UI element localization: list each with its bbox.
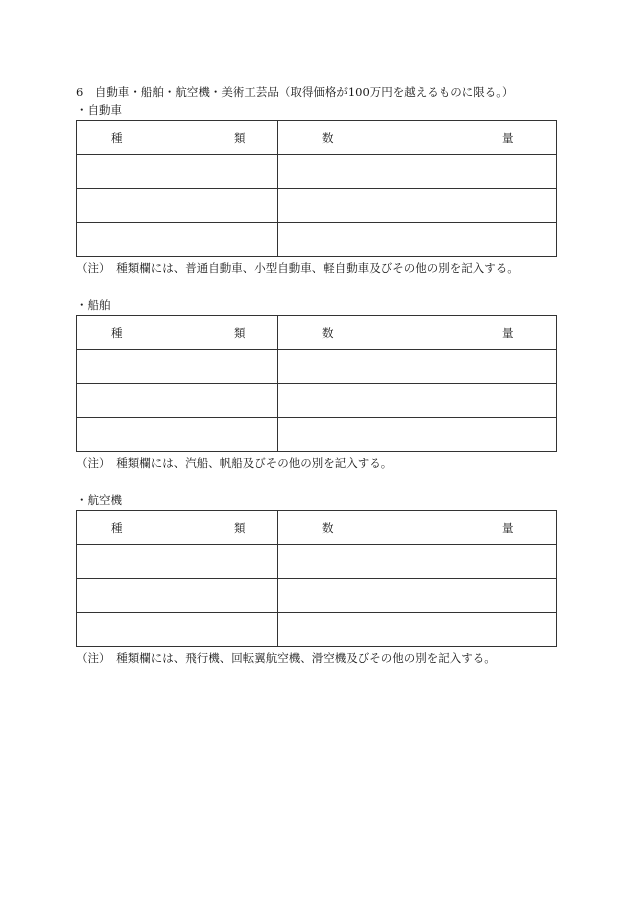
table-header-row — [77, 121, 557, 155]
kind-cell[interactable] — [77, 189, 278, 223]
kind-header — [77, 121, 278, 155]
ship-table — [76, 315, 557, 452]
quantity-header-left: 数 — [322, 325, 334, 340]
quantity-header-right: 量 — [502, 520, 514, 535]
table-row — [77, 613, 557, 647]
table-row — [77, 155, 557, 189]
table-row — [77, 350, 557, 384]
page-heading: 6 自動車・船舶・航空機・美術工芸品（取得価格が100万円を越えるものに限る。） — [76, 85, 514, 99]
quantity-header — [278, 511, 557, 545]
quantity-cell[interactable] — [278, 418, 557, 452]
section-label-ship: ・船舶 — [76, 298, 111, 312]
table-row — [77, 579, 557, 613]
quantity-header-left: 数 — [322, 520, 334, 535]
kind-cell[interactable] — [77, 223, 278, 257]
kind-header-right: 類 — [234, 325, 246, 340]
quantity-cell[interactable] — [278, 155, 557, 189]
quantity-cell[interactable] — [278, 613, 557, 647]
kind-header — [77, 511, 278, 545]
table-row — [77, 545, 557, 579]
quantity-header-right: 量 — [502, 130, 514, 145]
kind-cell[interactable] — [77, 418, 278, 452]
automobile-table — [76, 120, 557, 257]
kind-header — [77, 316, 278, 350]
table-header-row — [77, 511, 557, 545]
kind-header-left: 種 — [111, 325, 123, 340]
quantity-header — [278, 316, 557, 350]
aircraft-note: （注） 種類欄には、飛行機、回転翼航空機、滑空機及びその他の別を記入する。 — [76, 651, 496, 665]
ship-note: （注） 種類欄には、汽船、帆船及びその他の別を記入する。 — [76, 456, 393, 470]
table-row — [77, 418, 557, 452]
quantity-cell[interactable] — [278, 384, 557, 418]
section-label-aircraft: ・航空機 — [76, 493, 122, 507]
quantity-header-left: 数 — [322, 130, 334, 145]
quantity-cell[interactable] — [278, 545, 557, 579]
kind-header-right: 類 — [234, 130, 246, 145]
quantity-cell[interactable] — [278, 350, 557, 384]
kind-header-left: 種 — [111, 130, 123, 145]
kind-cell[interactable] — [77, 545, 278, 579]
section-label-automobile: ・自動車 — [76, 103, 122, 117]
aircraft-table — [76, 510, 557, 647]
kind-cell[interactable] — [77, 155, 278, 189]
kind-cell[interactable] — [77, 384, 278, 418]
kind-header-right: 類 — [234, 520, 246, 535]
table-header-row — [77, 316, 557, 350]
automobile-note: （注） 種類欄には、普通自動車、小型自動車、軽自動車及びその他の別を記入する。 — [76, 261, 519, 275]
table-row — [77, 189, 557, 223]
quantity-header-right: 量 — [502, 325, 514, 340]
quantity-header — [278, 121, 557, 155]
table-row — [77, 384, 557, 418]
table-row — [77, 223, 557, 257]
kind-cell[interactable] — [77, 613, 278, 647]
kind-cell[interactable] — [77, 579, 278, 613]
quantity-cell[interactable] — [278, 189, 557, 223]
quantity-cell[interactable] — [278, 579, 557, 613]
kind-header-left: 種 — [111, 520, 123, 535]
kind-cell[interactable] — [77, 350, 278, 384]
quantity-cell[interactable] — [278, 223, 557, 257]
